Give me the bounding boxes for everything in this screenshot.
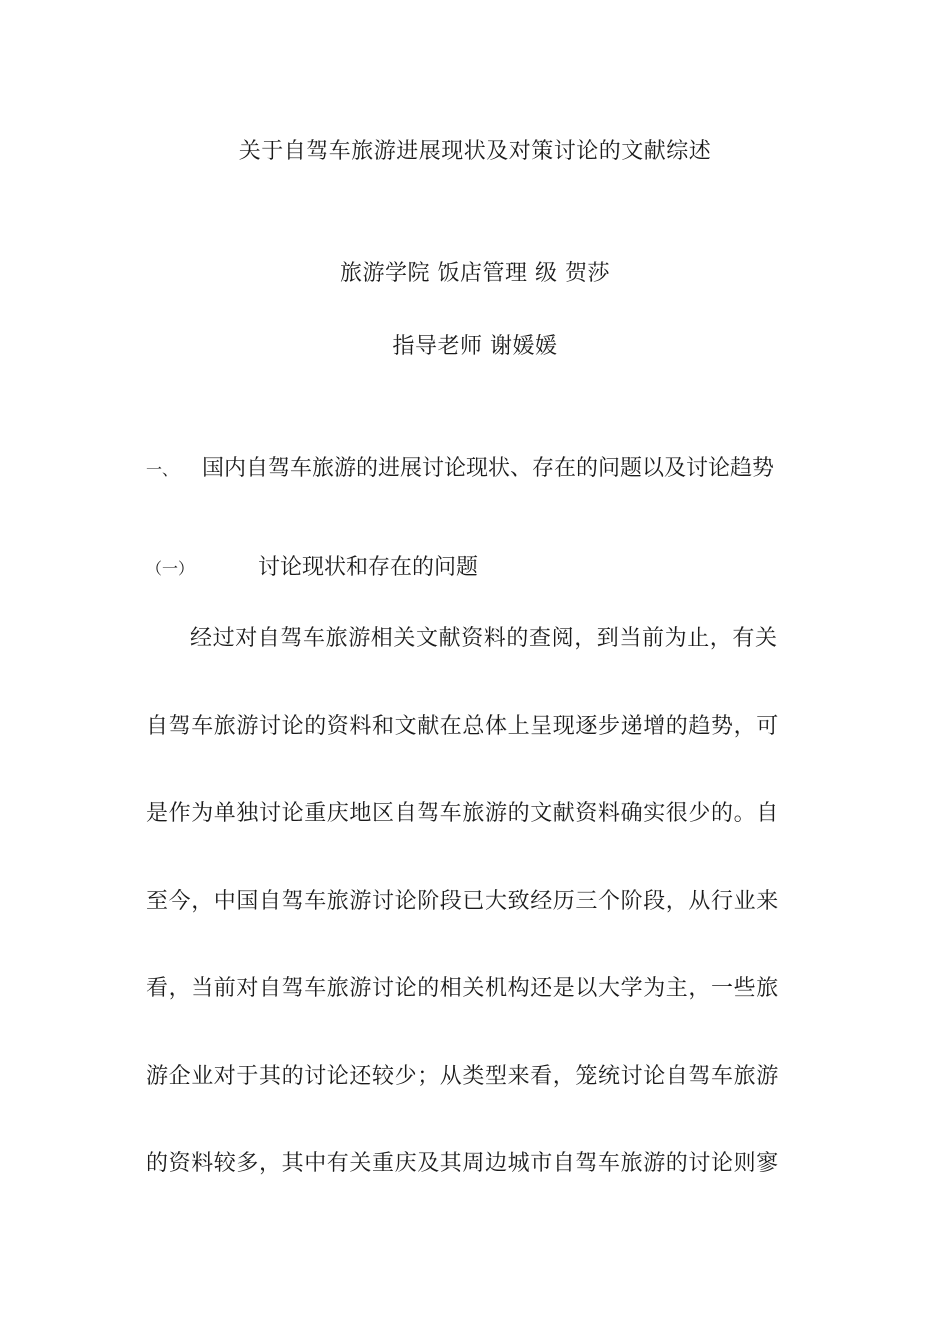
paragraph-line: 至今，中国自驾车旅游讨论阶段已大致经历三个阶段，从行业来 (146, 888, 779, 914)
subsection-number: （一） (146, 559, 195, 578)
subsection-heading-text: 讨论现状和存在的问题 (258, 555, 479, 580)
paragraph-line: 是作为单独讨论重庆地区自驾车旅游的文献资料确实很少的。自 (146, 801, 779, 826)
document-title: 关于自驾车旅游进展现状及对策讨论的文献综述 (238, 139, 712, 164)
body-paragraph (146, 622, 808, 1235)
paragraph-line: 自驾车旅游讨论的资料和文献在总体上呈现逐步递增的趋势，可 (146, 713, 779, 739)
section-heading-text: 国内自驾车旅游的进展讨论现状、存在的问题以及讨论趋势 (202, 456, 775, 481)
paragraph-line: 经过对自驾车旅游相关文献资料的查阅，到当前为止，有关 (190, 626, 778, 651)
paragraph-line: 的资料较多，其中有关重庆及其周边城市自驾车旅游的讨论则寥 (146, 1151, 779, 1176)
subsection-heading-1 (146, 551, 478, 586)
advisor-line: 指导老师 谢媛媛 (392, 334, 558, 359)
paragraph-line: 看，当前对自驾车旅游讨论的相关机构还是以大学为主，一些旅 (146, 976, 779, 1001)
author-line: 旅游学院 饭店管理 级 贺莎 (340, 261, 610, 286)
section-heading-1 (146, 452, 774, 487)
section-number: 一、 (146, 460, 179, 479)
paragraph-line: 游企业对于其的讨论还较少；从类型来看，笼统讨论自驾车旅游 (146, 1063, 779, 1089)
